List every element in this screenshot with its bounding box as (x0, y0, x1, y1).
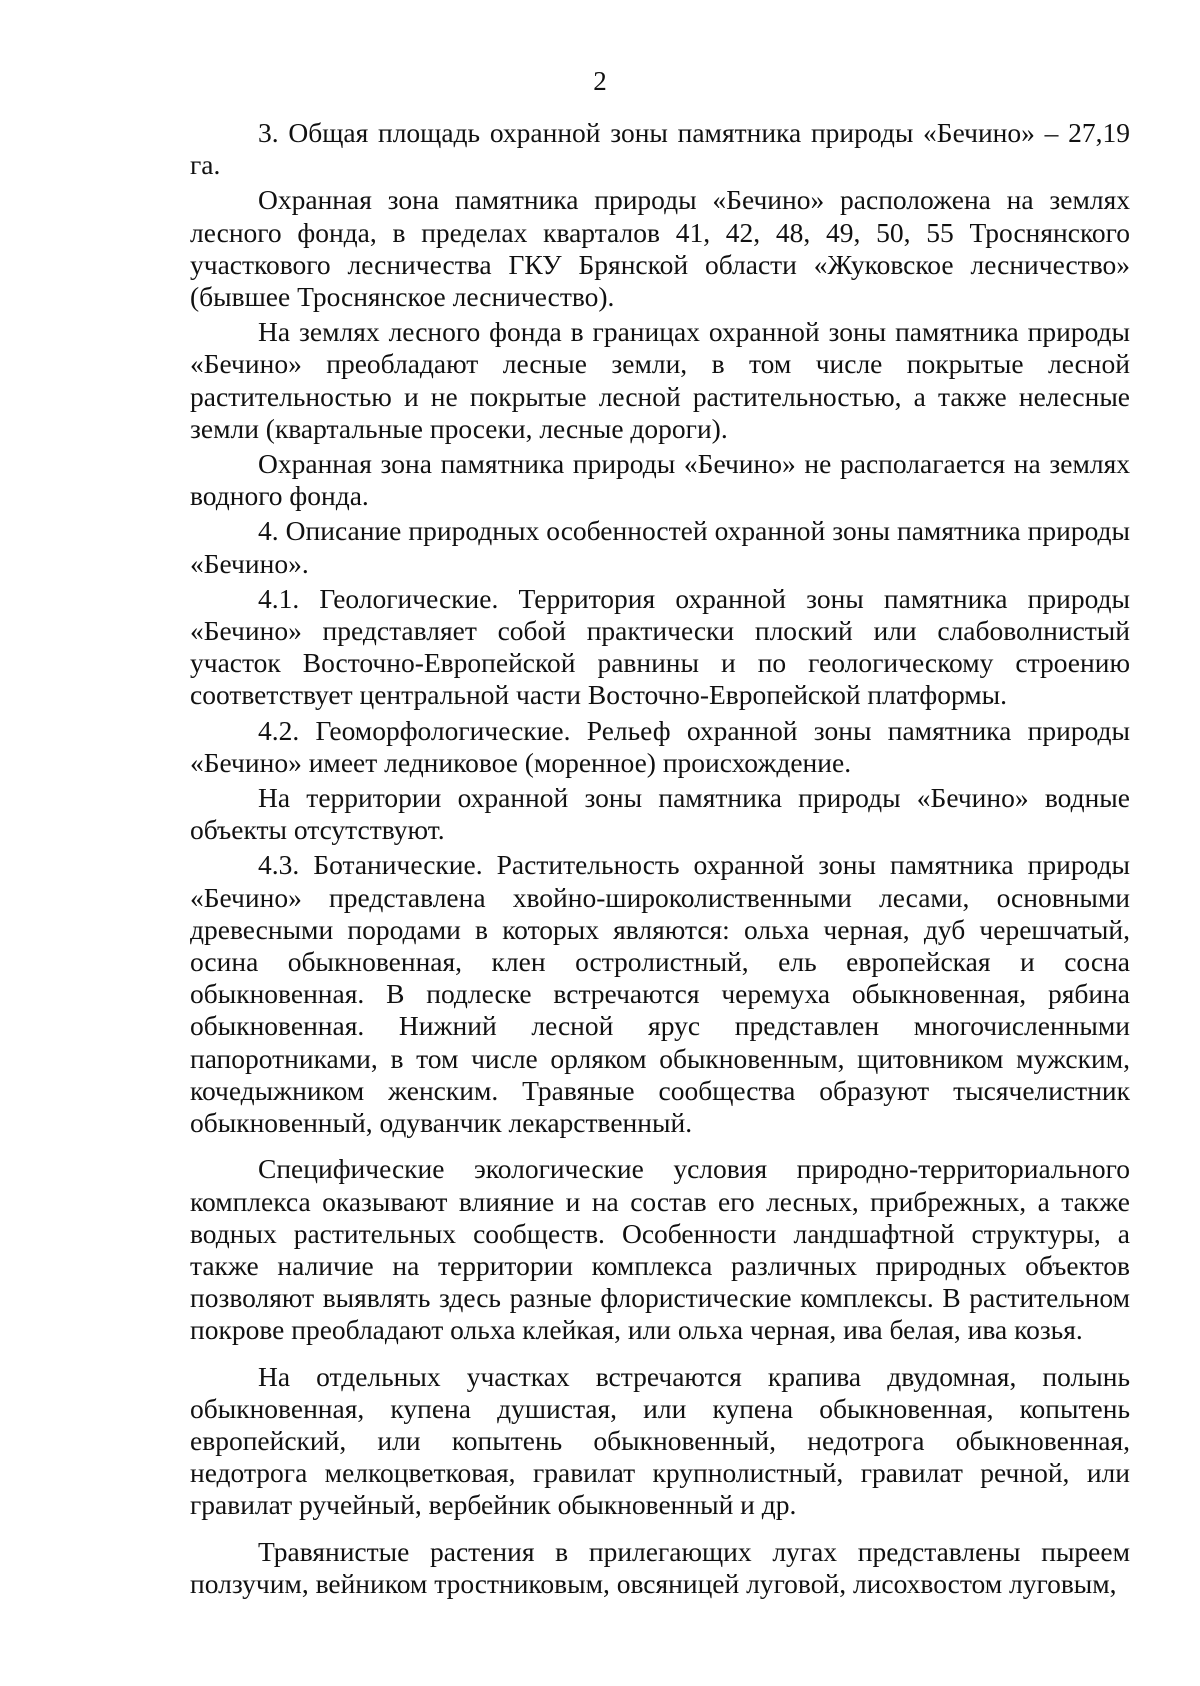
document-body (190, 117, 1130, 1600)
paragraph-ecological-conditions: Специфические экологические условия природно-территориального комплекса оказывают влияние и на состав его лесных, прибрежных, а также водных растительных сообществ. Особенности ландшафтной структуры, а также наличие на территории комплекса различных природных объектов позволяют выявлять здесь разные флористические комплексы. В растительном покрове преобладают ольха клейкая, или ольха черная, ива белая, ива козья. (190, 1153, 1130, 1346)
paragraph-land-types: На землях лесного фонда в границах охранной зоны памятника природы «Бечино» преобладают лесные земли, в том числе покрытые лесной растительностью и не покрытые лесной растительностью, а также нелесные земли (квартальные просеки, лесные дороги). (190, 316, 1130, 444)
paragraph-water-objects: На территории охранной зоны памятника природы «Бечино» водные объекты отсутствуют. (190, 782, 1130, 846)
page-number: 2 (593, 66, 607, 96)
paragraph-water-fund: Охранная зона памятника природы «Бечино» не располагается на землях водного фонда. (190, 448, 1130, 512)
paragraph-botany: 4.3. Ботанические. Растительность охранной зоны памятника природы «Бечино» представлена хвойно-широколиственными лесами, основными древесными породами в которых являются: ольха черная, дуб черешчатый, осина обыкновенная, клен остролистный, ель европейская и сосна обыкновенная. В подлеске встречаются черемуха обыкновенная, рябина обыкновенная. Нижний лесной ярус представлен многочисленными папоротниками, в том числе орляком обыкновенным, щитовником мужским, кочедыжником женским. Травяные сообщества образуют тысячелистник обыкновенный, одуванчик лекарственный. (190, 849, 1130, 1139)
paragraph-total-area: 3. Общая площадь охранной зоны памятника природы «Бечино» – 27,19 га. (190, 117, 1130, 181)
paragraph-location: Охранная зона памятника природы «Бечино» расположена на землях лесного фонда, в пределах кварталов 41, 42, 48, 49, 50, 55 Троснянского участкового лесничества ГКУ Брянской области «Жуковское лесничество» (бывшее Троснянское лесничество). (190, 184, 1130, 313)
paragraph-plant-species: На отдельных участках встречаются крапива двудомная, полынь обыкновенная, купена душистая, или купена обыкновенная, копытень европейский, или копытень обыкновенный, недотрога обыкновенная, недотрога мелкоцветковая, гравилат крупнолистный, гравилат речной, или гравилат ручейный, вербейник обыкновенный и др. (190, 1360, 1130, 1521)
paragraph-meadow-plants: Травянистые растения в прилегающих лугах представлены пыреем ползучим, вейником тростниковым, овсяницей луговой, лисохвостом луговым, (190, 1535, 1130, 1599)
paragraph-geology: 4.1. Геологические. Территория охранной зоны памятника природы «Бечино» представляет собой практически плоский или слабоволнистый участок Восточно-Европейской равнины и по геологическому строению соответствует центральной части Восточно-Европейской платформы. (190, 582, 1130, 711)
paragraph-geomorphology: 4.2. Геоморфологические. Рельеф охранной зоны памятника природы «Бечино» имеет ледниковое (моренное) происхождение. (190, 714, 1130, 778)
section-heading-natural-features: 4. Описание природных особенностей охранной зоны памятника природы «Бечино». (190, 515, 1130, 579)
